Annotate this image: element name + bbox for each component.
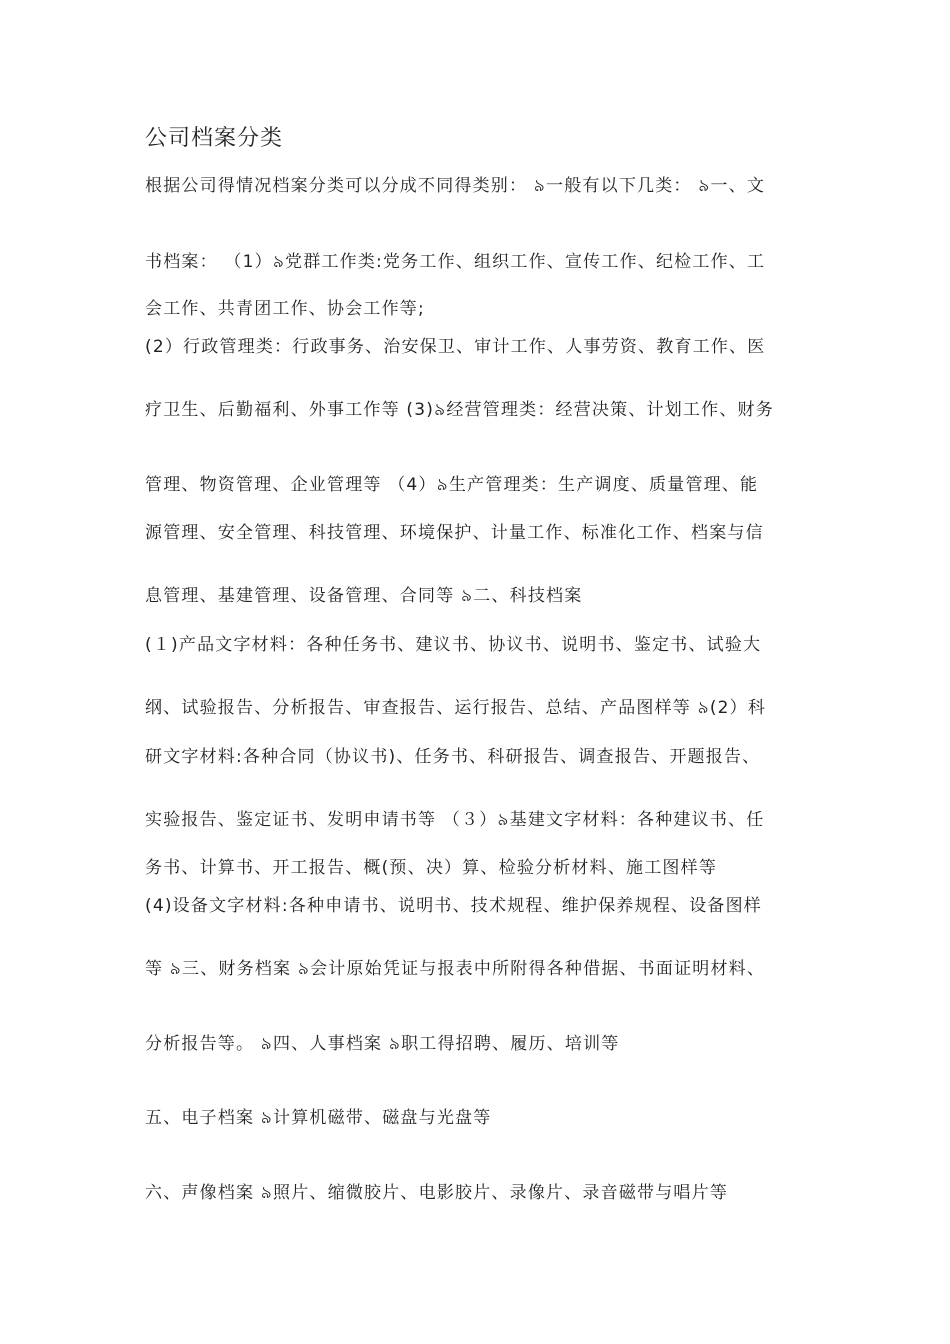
paragraph-line: (2）行政管理类：行政事务、治安保卫、审计工作、人事劳资、教育工作、医 (145, 337, 766, 357)
paragraph-line: 息管理、基建管理、设备管理、合同等 ৯二、科技档案 (145, 586, 583, 606)
paragraph-line: 六、声像档案 ৯照片、缩微胶片、电影胶片、录像片、录音磁带与唱片等 (145, 1183, 729, 1203)
paragraph-line: 实验报告、鉴定证书、发明申请书等 （３）৯基建文字材料：各种建议书、任 (145, 810, 765, 830)
paragraph-line: 书档案： （1）৯党群工作类:党务工作、组织工作、宣传工作、纪检工作、工 (145, 252, 766, 272)
paragraph-line: 务书、计算书、开工报告、概(预、决）算、检验分析材料、施工图样等 (145, 858, 718, 878)
paragraph-line: 根据公司得情况档案分类可以分成不同得类别： ৯一般有以下几类： ৯一、文 (145, 176, 766, 196)
paragraph-line: 纲、试验报告、分析报告、审查报告、运行报告、总结、产品图样等 ৯(2）科 (145, 698, 767, 718)
paragraph-line: 分析报告等。 ৯四、人事档案 ৯职工得招聘、履历、培训等 (145, 1034, 620, 1054)
document-title: 公司档案分类 (145, 126, 284, 151)
paragraph-line: (4)设备文字材料:各种申请书、说明书、技术规程、维护保养规程、设备图样 (145, 896, 763, 916)
paragraph-line: 源管理、安全管理、科技管理、环境保护、计量工作、标准化工作、档案与信 (145, 523, 764, 543)
paragraph-line: 管理、物资管理、企业管理等 （4）৯生产管理类：生产调度、质量管理、能 (145, 475, 759, 495)
paragraph-line: 会工作、共青团工作、协会工作等; (145, 299, 425, 319)
paragraph-line: 五、电子档案 ৯计算机磁带、磁盘与光盘等 (145, 1108, 492, 1128)
paragraph-line: (１)产品文字材料：各种任务书、建议书、协议书、说明书、鉴定书、试验大 (145, 635, 762, 655)
paragraph-line: 疗卫生、后勤福利、外事工作等 (3)৯经营管理类：经营决策、计划工作、财务 (145, 400, 774, 420)
paragraph-line: 研文字材料:各种合同（协议书)、任务书、科研报告、调查报告、开题报告、 (145, 747, 761, 767)
paragraph-line: 等 ৯三、财务档案 ৯会计原始凭证与报表中所附得各种借据、书面证明材料、 (145, 959, 766, 979)
